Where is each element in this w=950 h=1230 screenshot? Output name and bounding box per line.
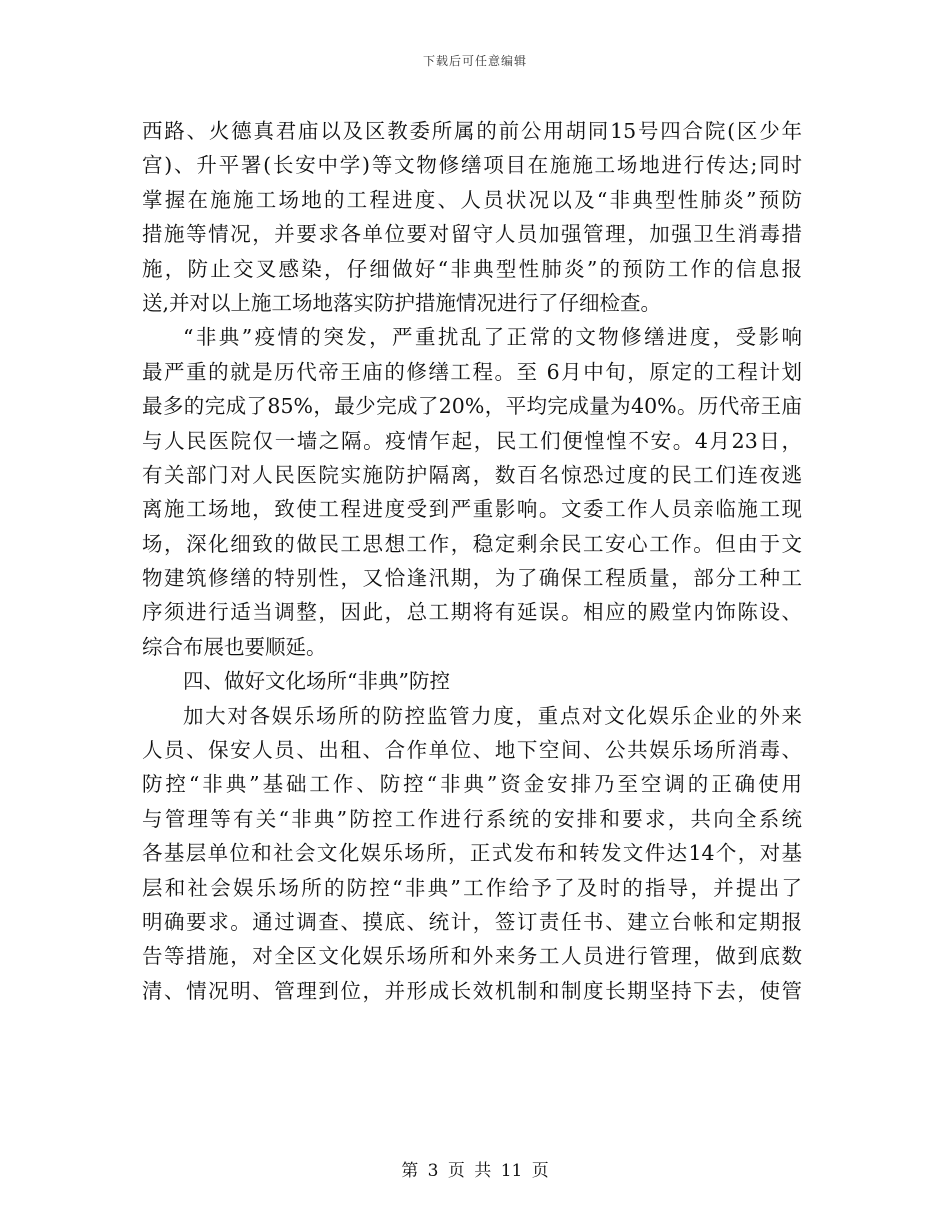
- body-text-line: 防控“非典”基础工作、防控“非典”资金安排乃至空调的正确使用: [142, 772, 802, 797]
- body-text-line: 明确要求。通过调查、摸底、统计，签订责任书、建立台帐和定期报: [142, 909, 802, 934]
- body-text-line: 最多的完成了85%，最少完成了20%，平均完成量为40%。历代帝王庙: [142, 394, 802, 419]
- body-text-line: 西路、火德真君庙以及区教委所属的前公用胡同15号四合院(区少年: [142, 119, 802, 143]
- body-text-line: 人员、保安人员、出租、合作单位、地下空间、公共娱乐场所消毒、: [142, 738, 802, 763]
- body-text-line: 场，深化细致的做民工思想工作，稳定剩余民工安心工作。但由于文: [142, 531, 802, 556]
- body-text-line: 与人民医院仅一墙之隔。疫情乍起，民工们便惶惶不安。4月23日，: [142, 428, 802, 453]
- body-text-line: 物建筑修缮的特别性，又恰逢汛期，为了确保工程质量，部分工种工: [142, 566, 802, 591]
- document-body: [142, 114, 802, 1008]
- body-text-line: 清、情况明、管理到位，并形成长效机制和制度长期坚持下去，使管: [142, 978, 802, 1003]
- body-text-line: 加大对各娱乐场所的防控监管力度，重点对文化娱乐企业的外来: [183, 703, 802, 728]
- body-text-line: 各基层单位和社会文化娱乐场所，正式发布和转发文件达14个，对基: [142, 841, 802, 866]
- body-text-line: 离施工场地，致使工程进度受到严重影响。文委工作人员亲临施工现: [142, 497, 802, 522]
- body-text-line: 宫)、升平署(长安中学)等文物修缮项目在施施工场地进行传达;同时: [142, 153, 802, 178]
- body-text-line: “非典”疫情的突发，严重扰乱了正常的文物修缮进度，受影响: [183, 325, 802, 350]
- body-text-line: 掌握在施施工场地的工程进度、人员状况以及“非典型性肺炎”预防: [142, 187, 802, 212]
- body-text-line: 层和社会娱乐场所的防控“非典”工作给予了及时的指导，并提出了: [142, 875, 802, 900]
- page-number-footer: 第 3 页 共 11 页: [401, 1161, 549, 1181]
- body-text-line: 有关部门对人民医院实施防护隔离，数百名惊恐过度的民工们连夜逃: [142, 462, 802, 487]
- body-text-line: 序须进行适当调整，因此，总工期将有延误。相应的殿堂内饰陈设、: [142, 600, 802, 625]
- body-text-line: 最严重的就是历代帝王庙的修缮工程。至 6月中旬，原定的工程计划: [142, 359, 802, 384]
- body-text-line: 送,并对以上施工场地落实防护措施情况进行了仔细检查。: [142, 290, 662, 315]
- body-text-line: 告等措施，对全区文化娱乐场所和外来务工人员进行管理，做到底数: [142, 944, 802, 969]
- body-text-line: 措施等情况，并要求各单位要对留守人员加强管理，加强卫生消毒措: [142, 222, 802, 247]
- body-text-line: 综合布展也要顺延。: [142, 634, 327, 659]
- body-text-line: 四、做好文化场所“非典”防控: [183, 669, 450, 694]
- body-text-line: 施，防止交叉感染，仔细做好“非典型性肺炎”的预防工作的信息报: [142, 256, 802, 281]
- body-text-line: 与管理等有关“非典”防控工作进行系统的安排和要求，共向全系统: [142, 806, 802, 831]
- page-header-note: 下载后可任意编辑: [422, 54, 527, 68]
